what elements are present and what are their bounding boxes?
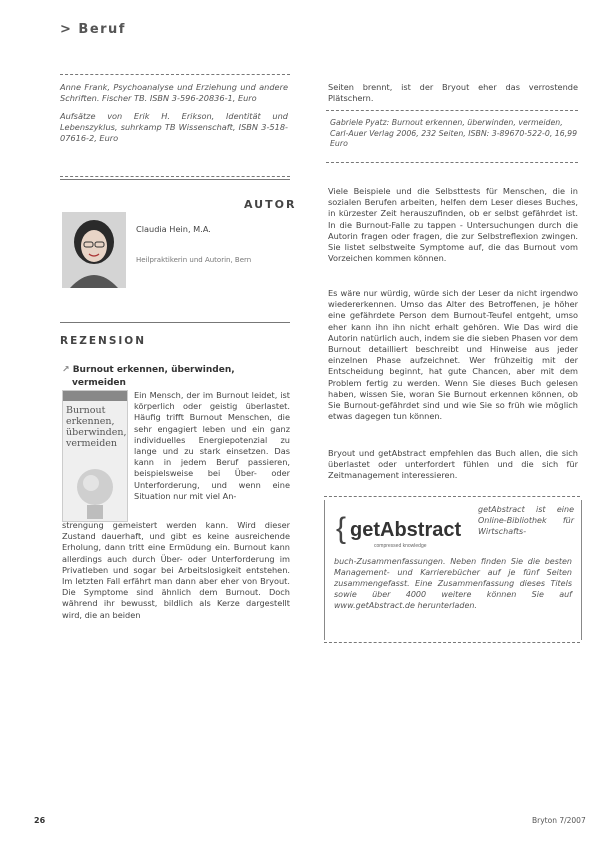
literature-list [60,82,288,151]
svg-text:compressed knowledge: compressed knowledge [374,543,427,549]
arrow-icon: ↗ [62,365,70,375]
getabstract-logo [334,508,470,554]
book-info [328,112,578,156]
divider [324,496,580,497]
author-name: Claudia Hein, M.A. [136,224,211,234]
review-text: Seiten brennt, ist der Bryout eher das verrostende Plätschern. [328,82,578,104]
review-text: Ein Mensch, der im Burnout leidet, ist körperlich oder geistig überlastet. Häufig trifft Burnout Menschen, die sehr engagiert leben und ein ganz individuelles Energiepotenzial zu lange und zu stark einsetzen. Das kann in jedem Beruf passieren, beispielsweise bei Über- oder Unterforderung, und wenn eine Situation nur mit viel An- [134,390,290,501]
book-cover [62,390,128,522]
book-title [62,364,292,390]
section-header: > Beruf [60,22,126,37]
review-text: strengung gemeistert werden kann. Wird dieser Zustand dauerhaft, und gibt es keine ausreichende Erholung, dann tritt eine Ermüdung ein. Burnout kann allerdings auch durch Über- oder Unterforderung im Privatleben und sogar bei Arbeitslosigkeit entstehen. Im letzten Fall erfährt man dann aber eher von Bryout. Die Symptome sind ähnlich dem Burnout. Doch während ihr bewusst, bildlich als Kerze dargestellt wird, die an beiden [62,520,290,620]
review-paragraph: Viele Beispiele und die Selbsttests für Menschen, die in sozialen Berufen arbeiten, helfen dem Leser dieses Buches, in kürzester Zeit herauszufinden, ob er selbst gefährdet ist. In die Burnout-Falle zu tappen - Untersuchungen durch die Autorin fragen oder fragen, die zur Selbstreflexion zwingen. Sie listet selbstweite Symptome auf, die das Burnout vom Vorzeichen kommen können. [328,186,578,264]
book-title-line: Burnout erkennen, überwinden, [72,365,235,375]
author-section-title: AUTOR [244,198,297,211]
review-paragraph: Bryout und getAbstract empfehlen das Buch allen, die sich überlastet oder unterfordert fühlen und die sich für Zeitmanagement interessieren. [328,448,578,481]
divider [60,74,290,75]
book-title-line: vermeiden [72,378,126,388]
literature-entry: Aufsätze von Erik H. Erikson, Identität und Lebenszyklus, suhrkamp TB Wissenschaft, ISBN 3-518-07616-2, Euro [60,111,288,143]
divider [326,110,578,111]
getabstract-description: buch-Zusammenfassungen. Neben finden Sie die besten Management- und Karrierebücher auf je fünf Seiten zusammengefasst. Eine Zusammenfassung dieses Titels sowie über 4000 weitere können Sie auf www.getAbstract.de herunterladen. [334,557,572,610]
review-paragraph: Es wäre nur würdig, würde sich der Leser da nicht irgendwo wiedererkennen. Umso das Alter des Betroffenen, je höher eine gefährdete Person dem Burnout-Teufel entgeht, umso eher kann ihn ihn nicht erhalt gehören. Wie Das wird die Autorin natürlich auch, indem sie die sieben Phasen vor dem Burnout detailliert beschreibt und Hinweise aus jeder einzelnen Phase aufzeichnet. Wer frühzeitig mit der Entscheidung beginnt, hat gute Chancen, aber mit dem Problem fertig zu werden. Wenn Sie dieses Buch gelesen haben, wissen Sie, woran Sie Burnout erkennen können, ob Sie Burnout-gefährdet sind und wie Sie so früh wie möglich etwas dagegen tun können. [328,288,578,422]
book-info-text: Gabriele Pyatz: Burnout erkennen, überwinden, vermeiden, Carl-Auer Verlag 2006, 232 Seiten, ISBN: 3-89670-522-0, 16,99 Euro [330,118,578,148]
review-section-title: REZENSION [60,335,147,347]
literature-entry: Anne Frank, Psychoanalyse und Erziehung und andere Schriften. Fischer TB. ISBN 3-596-20836-1, Euro [60,82,288,103]
cover-title: Burnout erkennen, überwinden, vermeiden [66,405,127,449]
svg-text:{: { [336,512,347,545]
author-photo [62,212,126,288]
publication-info: Bryton 7/2007 [532,816,586,825]
page-number: 26 [34,816,46,825]
divider [60,322,290,323]
svg-text:getAbstract: getAbstract [350,519,462,541]
divider [326,162,578,163]
divider [60,176,290,177]
divider [60,179,290,180]
getabstract-description: getAbstract ist eine Online-Bibliothek für Wirtschafts- [478,505,574,536]
author-role: Heilpraktikerin und Autorin, Bern [136,256,252,264]
divider [324,642,580,643]
